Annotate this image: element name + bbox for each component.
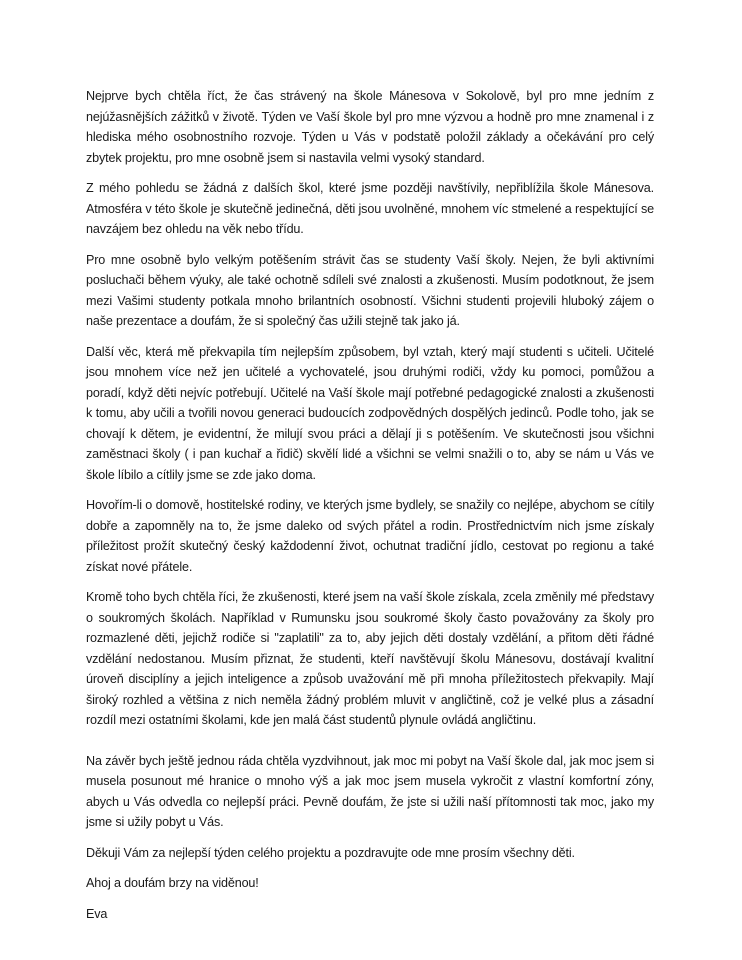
paragraph-private-schools: Kromě toho bych chtěla říci, že zkušenosti, které jsem na vaší škole získala, zcela změnily mé představy o soukromých školách. Například v Rumunsku jsou soukromé školy často považovány za školy pro rozmazlené děti, jejichž rodiče si "zaplatili" za to, aby jejich děti dostaly vzdělání, a přitom děti řádné vzdělání nedostanou. Musím přiznat, že studenti, kteří navštěvují školu Mánesovu, dostávají kvalitní úroveň disciplíny a jejich inteligence a způsob uvažování mě při mnoha příležitostech překvapily. Mají široký rozhled a většina z nich neměla žádný problém mluvit v angličtině, což je velké plus a zásadní rozdíl mezi ostatními školami, kde jen malá část studentů plynule ovládá angličtinu. bbox=[86, 590, 654, 727]
paragraph-farewell: Ahoj a doufám brzy na viděnou! bbox=[86, 876, 259, 890]
signature: Eva bbox=[86, 906, 108, 921]
paragraph-thanks: Děkuji Vám za nejlepší týden celého projektu a pozdravujte ode mne prosím všechny děti. bbox=[86, 845, 575, 860]
paragraph-teachers: Další věc, která mě překvapila tím nejlepším způsobem, byl vztah, který mají studenti s učiteli. Učitelé jsou mnohem více než jen učitelé a vychovatelé, jsou druhými rodiči, vždy ku pomoci, pomůžou a poradí, když děti nejvíc potřebují. Učitelé na Vaší škole mají potřebné pedagogické znalosti a zkušenosti k tomu, aby učili a tvořili novou generaci budoucích zodpovědných dospělých jedinců. Podle toho, jak se chovají k dětem, je evidentní, že milují svou práci a dělají ji s potěšením. Ve skutečnosti jsou všichni zaměstnaci školy ( i pan kuchař a řidič) skvělí lidé a všichni se velmi snažili o to, aby se nám u Vás ve škole líbilo a cítlily jsme se zde jako doma. bbox=[86, 344, 654, 482]
paragraph-conclusion: Na závěr bych ještě jednou ráda chtěla vyzdvihnout, jak moc mi pobyt na Vaší škole dal, jak moc jsem si musela posunout mé hranice o mnoho výš a jak moc jsem musela vykročit z vlastní komfortní zóny, abych u Vás odvedla co nejlepší práci. Pevně doufám, že jste si užili naší přítomnosti tak moc, jako my jsme si užily pobyt u Vás. bbox=[86, 753, 654, 829]
paragraph-host-families: Hovořím-li o domově, hostitelské rodiny, ve kterých jsme bydlely, se snažily co nejlépe, abychom se cítily dobře a zapomněly na to, že jsme daleko od svých přátel a rodin. Prostřednictvím nich jsme získaly příležitost prožít skutečný český každodenní život, ochutnat tradiční jídlo, cestovat po regionu a také získat nové přátele. bbox=[86, 498, 654, 574]
letter-document bbox=[86, 86, 654, 934]
paragraph-intro: Nejprve bych chtěla říct, že čas strávený na škole Mánesova v Sokolově, byl pro mne jedním z nejúžasnějších zážitků v životě. Týden ve Vaší škole byl pro mne výzvou a hodně pro mne znamenal i z hlediska mého osobnostního rozvoje. Týden u Vás v podstatě položil základy a očekávání pro celý zbytek projektu, pro mne osobně jsem si nastavila velmi vysoký standard. bbox=[86, 89, 654, 165]
paragraph-students: Pro mne osobně bylo velkým potěšením strávit čas se studenty Vaší školy. Nejen, že byli aktivními posluchači během výuky, ale také ochotně sdíleli své znalosti a zkušenosti. Musím podotknout, že jsem mezi Vašimi studenty potkala mnoho brilantních osobností. Všichni studenti projevili hluboký zájem o naše prezentace a doufám, že si společný čas užili stejně tak jako já. bbox=[86, 252, 654, 328]
paragraph-school-atmosphere: Z mého pohledu se žádná z dalších škol, které jsme později navštívily, nepřiblížila škole Mánesova. Atmosféra v této škole je skutečně jedinečná, děti jsou uvolněné, mnohem víc stmelené a respektující se navzájem bez ohledu na věk nebo třídu. bbox=[86, 181, 654, 236]
